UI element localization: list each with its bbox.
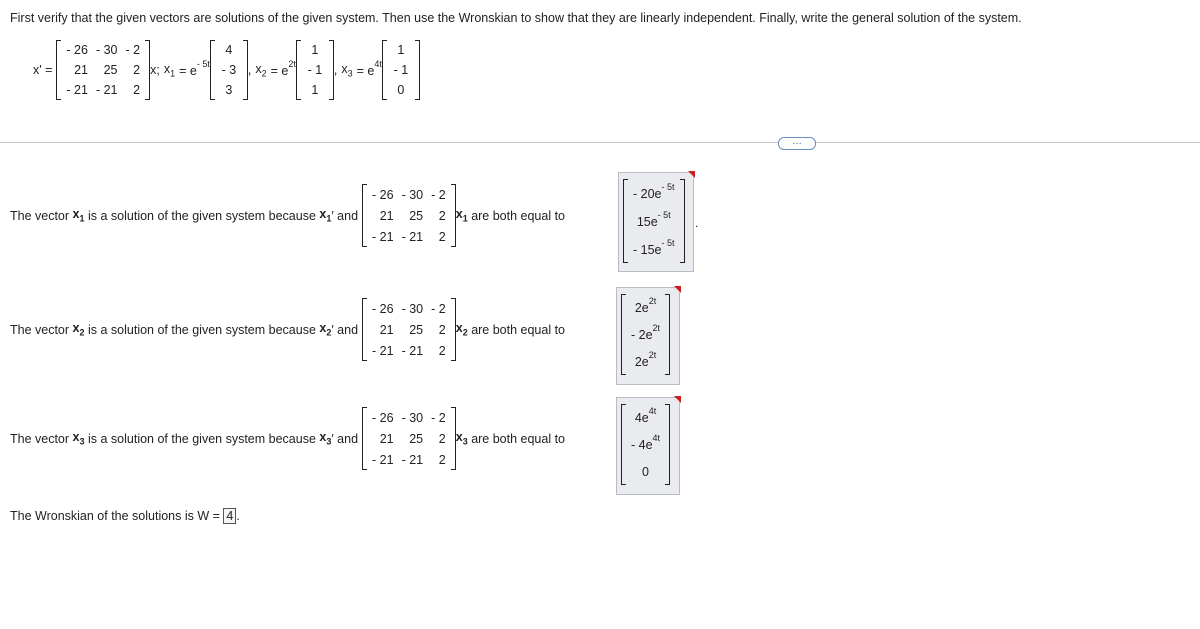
wronskian-answer[interactable]: 4 <box>223 508 236 524</box>
x3-exponential: = $e^{4t}$ <box>356 58 382 79</box>
system-definition <box>33 40 420 100</box>
x2-vector: 1 - 1 1 <box>296 40 334 100</box>
x2-label: $x_2$ <box>255 61 267 79</box>
separator-comma: , <box>247 63 252 77</box>
x3-label: $x_3$ <box>341 61 353 79</box>
answer-box-x1[interactable]: - $20e^{- 5t}$ $15e^{- 5t}$ - $15e^{- 5t}$ <box>618 172 694 272</box>
statement-x2: The vector $x_2$ is a solution of the given system because $x_2$ ′ and - 26 - 30 - 2 21 25 2 - 21 - 21 2 $x_2$ are both equal to <box>10 298 565 361</box>
x1-label: $x_1$ <box>163 61 176 79</box>
coefficient-matrix: - 26 - 30 - 2 21 25 2 - 21 - 21 2 <box>362 184 456 247</box>
system-matrix: - 26 - 30 - 2 21 25 2 - 21 - 21 2 <box>56 40 150 100</box>
statement-x3: The vector $x_3$ is a solution of the given system because $x_3$ ′ and - 26 - 30 - 2 21 25 2 - 21 - 21 2 $x_3$ are both equal to <box>10 407 565 470</box>
answer-flag-icon <box>674 286 681 293</box>
more-options-button[interactable]: … <box>778 137 816 150</box>
wronskian-line: The Wronskian of the solutions is W = 4 . <box>10 509 240 523</box>
statement-x1: The vector $x_1$ is a solution of the given system because $x_1$ ′ and - 26 - 30 - 2 21 25 2 - 21 - 21 2 $x_1$ are both equal to <box>10 184 565 247</box>
x1-vector: 4 - 3 3 <box>210 40 248 100</box>
section-divider <box>0 142 1200 143</box>
wronskian-label: The Wronskian of the solutions is W = <box>10 509 220 523</box>
x1-exponential: = $e^{- 5t}$ <box>179 58 210 79</box>
coefficient-matrix: - 26 - 30 - 2 21 25 2 - 21 - 21 2 <box>362 298 456 361</box>
x2-exponential: = $e^{2t}$ <box>270 58 296 79</box>
x3-vector: 1 - 1 0 <box>382 40 420 100</box>
answer-box-x3[interactable]: $4e^{4t}$ - $4e^{4t}$ 0 <box>616 397 680 495</box>
answer-flag-icon <box>674 396 681 403</box>
instruction-text: First verify that the given vectors are solutions of the given system. Then use the Wronskian to show that they are linearly independent. Finally, write the general solution of the system. <box>10 11 1022 25</box>
coefficient-matrix: - 26 - 30 - 2 21 25 2 - 21 - 21 2 <box>362 407 456 470</box>
answer-flag-icon <box>688 171 695 178</box>
system-lhs: x' = <box>33 63 53 77</box>
separator-comma: , <box>333 63 338 77</box>
system-x-label: x; <box>150 63 160 77</box>
answer-box-x2[interactable]: $2e^{2t}$ - $2e^{2t}$ $2e^{2t}$ <box>616 287 680 385</box>
